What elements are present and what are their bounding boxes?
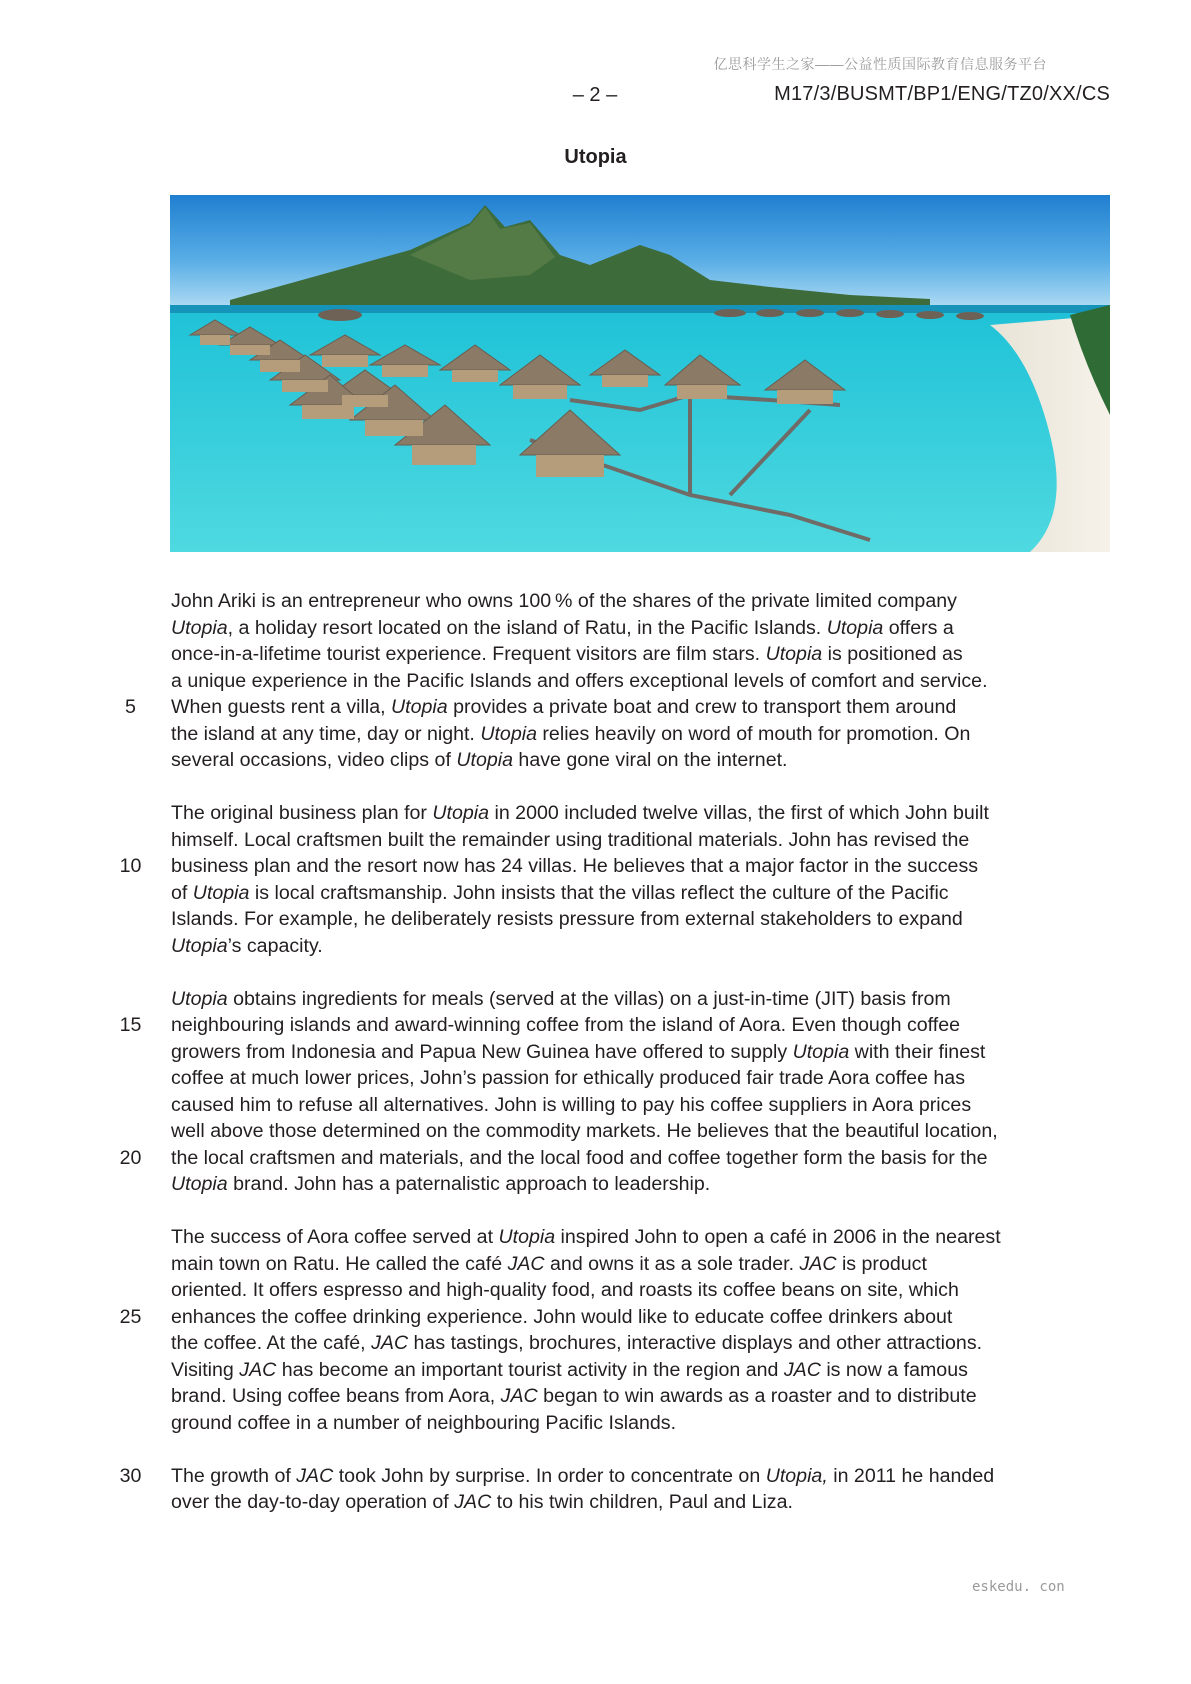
text-line	[171, 1039, 1131, 1066]
footer-watermark: eskedu. con	[972, 1579, 1065, 1595]
text-line	[171, 1224, 1131, 1251]
text-segment: began to win awards as a roaster and to distribute	[537, 1385, 977, 1407]
italic-text: Utopia	[498, 1226, 556, 1248]
text-segment: well above those determined on the commodity markets. He believes that the beautiful location,	[171, 1120, 998, 1142]
text-segment: is local craftsmanship. John insists that the villas reflect the culture of the Pacific	[249, 881, 949, 904]
text-line	[171, 588, 1131, 615]
text-line	[171, 800, 1131, 827]
italic-text: JAC	[454, 1491, 492, 1513]
text-line	[119, 1304, 1131, 1331]
text-line	[171, 906, 1131, 933]
text-segment: with their finest	[849, 1040, 986, 1063]
italic-text: Utopia	[171, 616, 228, 639]
italic-text: Utopia,	[765, 1464, 828, 1487]
header-watermark: 亿思科学生之家——公益性质国际教育信息服务平台	[713, 56, 1047, 72]
text-segment: provides a private boat and crew to transport them around	[447, 696, 957, 718]
page-number: – 2 –	[572, 84, 618, 106]
line-number: 15	[119, 1014, 142, 1036]
text-line	[119, 1145, 1131, 1172]
text-segment: over the day-to-day operation of	[171, 1491, 455, 1513]
text-line	[171, 1489, 1131, 1516]
italic-text: JAC	[500, 1385, 538, 1407]
italic-text: Utopia	[765, 643, 823, 665]
text-segment: has become an important tourist activity in the region and	[276, 1358, 784, 1381]
text-segment: is positioned as	[822, 643, 963, 665]
italic-text: JAC	[371, 1332, 409, 1354]
text-segment: have gone viral on the internet.	[512, 749, 788, 771]
text-line	[171, 1383, 1131, 1410]
case-study-title: Utopia	[564, 146, 627, 168]
text-segment: , a holiday resort located on the island of Ratu, in the Pacific Islands.	[227, 616, 827, 639]
text-segment: is now a famous	[820, 1358, 968, 1381]
text-line	[125, 694, 1131, 721]
text-segment: the coffee. At the café,	[171, 1332, 372, 1354]
text-segment: several occasions, video clips of	[171, 749, 457, 771]
text-segment: in 2000 included twelve villas, the first of which John built	[489, 802, 989, 824]
text-segment: brand. Using coffee beans from Aora,	[171, 1385, 501, 1407]
text-segment: a unique experience in the Pacific Islands and offers exceptional levels of comfort and service.	[171, 669, 988, 692]
italic-text: Utopia	[432, 802, 490, 824]
text-line	[171, 986, 1131, 1013]
italic-text: Utopia	[171, 1173, 228, 1195]
text-segment: to his twin children, Paul and Liza.	[491, 1491, 793, 1513]
text-segment: once-in-a-lifetime tourist experience. Frequent visitors are film stars.	[171, 643, 766, 665]
text-line	[171, 933, 1131, 960]
text-line	[171, 668, 1131, 695]
text-segment: relies heavily on word of mouth for promotion. On	[536, 722, 971, 745]
italic-text: Utopia	[192, 881, 250, 904]
text-segment: Islands. For example, he deliberately resists pressure from external stakeholders to expand	[171, 908, 963, 930]
text-line	[119, 853, 1131, 880]
text-line	[119, 1463, 1131, 1490]
text-segment: main town on Ratu. He called the café	[171, 1252, 508, 1275]
text-segment: John Ariki is an entrepreneur who owns 100 % of the shares of the private limited company	[171, 590, 957, 612]
text-segment: Visiting	[171, 1358, 240, 1381]
text-line	[171, 1092, 1131, 1119]
italic-text: JAC	[799, 1252, 837, 1275]
text-segment: the local craftsmen and materials, and the local food and coffee together form the basis for the	[171, 1146, 988, 1169]
text-segment: of	[171, 881, 193, 904]
case-study-body	[119, 588, 1131, 1542]
text-line	[171, 1357, 1131, 1384]
italic-text: Utopia	[456, 749, 513, 771]
text-line	[171, 641, 1131, 668]
text-line	[171, 747, 1131, 774]
text-segment: oriented. It offers espresso and high-quality food, and roasts its coffee beans on site, which	[171, 1279, 959, 1301]
line-number: 10	[119, 855, 142, 877]
italic-text: Utopia	[480, 722, 537, 745]
text-segment: growers from Indonesia and Papua New Guinea have offered to supply	[171, 1040, 793, 1063]
text-segment: in 2011 he handed	[827, 1464, 995, 1487]
text-segment: ’s capacity.	[227, 934, 323, 957]
text-segment: inspired John to open a café in 2006 in the nearest	[555, 1226, 1001, 1248]
text-segment: caused him to refuse all alternatives. John is willing to pay his coffee suppliers in Aora prices	[171, 1093, 972, 1116]
text-segment: business plan and the resort now has 24 villas. He believes that a major factor in the success	[171, 855, 979, 877]
exam-code: M17/3/BUSMT/BP1/ENG/TZ0/XX/CS	[774, 83, 1110, 105]
text-segment: The original business plan for	[171, 802, 433, 824]
paragraph	[125, 588, 1131, 774]
text-line	[171, 1251, 1131, 1278]
text-segment: When guests rent a villa,	[171, 696, 391, 718]
text-segment: obtains ingredients for meals (served at the villas) on a just-in-time (JIT) basis from	[227, 987, 951, 1010]
text-segment: the island at any time, day or night.	[171, 722, 481, 745]
text-line	[171, 1410, 1131, 1437]
italic-text: Utopia	[171, 934, 228, 957]
text-segment: took John by surprise. In order to concentrate on	[333, 1464, 766, 1487]
text-segment: brand. John has a paternalistic approach to leadership.	[227, 1173, 711, 1195]
text-line	[171, 615, 1131, 642]
text-line	[171, 827, 1131, 854]
text-line	[171, 1118, 1131, 1145]
text-segment: coffee at much lower prices, John’s passion for ethically produced fair trade Aora coffee has	[171, 1067, 965, 1089]
text-segment: ground coffee in a number of neighbouring Pacific Islands.	[171, 1411, 677, 1434]
text-segment: is product	[836, 1252, 927, 1275]
resort-photo	[170, 195, 1110, 552]
italic-text: Utopia	[792, 1040, 850, 1063]
line-number: 20	[119, 1146, 142, 1169]
italic-text: JAC	[783, 1358, 821, 1381]
line-number: 25	[119, 1305, 142, 1328]
paragraph	[119, 800, 1131, 959]
text-segment: neighbouring islands and award-winning coffee from the island of Aora. Even though coffee	[171, 1014, 960, 1036]
text-segment: enhances the coffee drinking experience. John would like to educate coffee drinkers about	[171, 1305, 953, 1328]
italic-text: JAC	[239, 1358, 277, 1381]
text-line	[171, 1277, 1131, 1304]
text-segment: has tastings, brochures, interactive displays and other attractions.	[408, 1332, 983, 1354]
text-line	[119, 1012, 1131, 1039]
text-line	[171, 1065, 1131, 1092]
italic-text: JAC	[296, 1464, 334, 1487]
text-segment: The success of Aora coffee served at	[171, 1226, 499, 1248]
text-line	[171, 880, 1131, 907]
text-line	[171, 1171, 1131, 1198]
line-number: 30	[119, 1464, 142, 1487]
paragraph	[119, 986, 1131, 1198]
text-segment: The growth of	[171, 1464, 297, 1487]
text-line	[171, 1330, 1131, 1357]
italic-text: Utopia	[171, 987, 228, 1010]
text-segment: himself. Local craftsmen built the remainder using traditional materials. John has revised the	[171, 828, 970, 851]
italic-text: Utopia	[391, 696, 448, 718]
italic-text: Utopia	[826, 616, 884, 639]
line-number: 5	[125, 696, 136, 718]
paragraph	[119, 1463, 1131, 1516]
italic-text: JAC	[507, 1252, 545, 1275]
text-line	[171, 721, 1131, 748]
text-segment: offers a	[883, 616, 954, 639]
text-segment: and owns it as a sole trader.	[544, 1252, 800, 1275]
paragraph	[119, 1224, 1131, 1436]
